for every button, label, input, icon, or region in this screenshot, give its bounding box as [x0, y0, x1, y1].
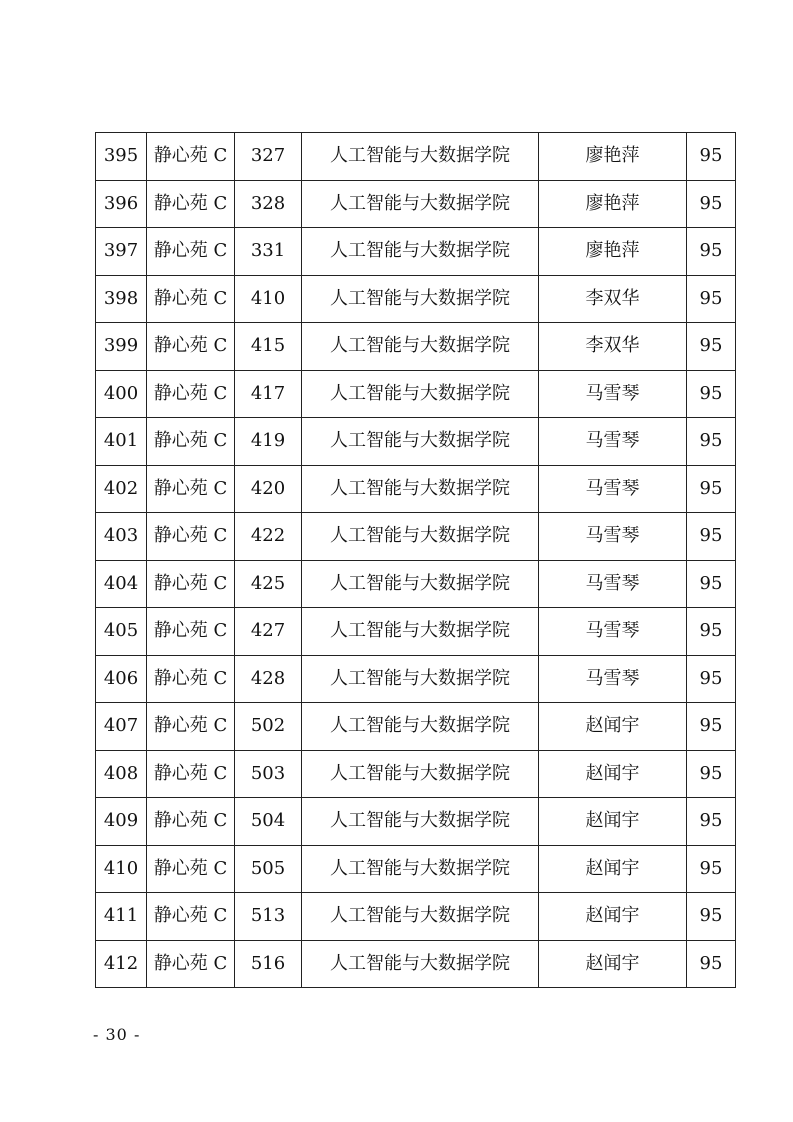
row-number-cell: 403	[96, 513, 147, 561]
score-cell: 95	[687, 323, 736, 371]
score-cell: 95	[687, 608, 736, 656]
score-cell: 95	[687, 750, 736, 798]
dormitory-score-table	[95, 132, 736, 988]
room-number-cell: 417	[235, 370, 302, 418]
row-number-cell: 398	[96, 275, 147, 323]
table-row	[96, 465, 736, 513]
room-number-cell: 425	[235, 560, 302, 608]
row-number-cell: 409	[96, 798, 147, 846]
person-name-cell: 赵闻宇	[539, 798, 687, 846]
person-name-cell: 李双华	[539, 323, 687, 371]
person-name-cell: 赵闻宇	[539, 845, 687, 893]
room-number-cell: 331	[235, 228, 302, 276]
score-cell: 95	[687, 275, 736, 323]
college-cell: 人工智能与大数据学院	[302, 893, 539, 941]
table-row	[96, 275, 736, 323]
room-number-cell: 504	[235, 798, 302, 846]
person-name-cell: 马雪琴	[539, 560, 687, 608]
table-row	[96, 228, 736, 276]
score-cell: 95	[687, 703, 736, 751]
building-cell: 静心苑 C	[147, 845, 235, 893]
score-cell: 95	[687, 370, 736, 418]
building-cell: 静心苑 C	[147, 465, 235, 513]
row-number-cell: 407	[96, 703, 147, 751]
row-number-cell: 397	[96, 228, 147, 276]
row-number-cell: 410	[96, 845, 147, 893]
table-row	[96, 608, 736, 656]
score-cell: 95	[687, 228, 736, 276]
row-number-cell: 406	[96, 655, 147, 703]
person-name-cell: 马雪琴	[539, 370, 687, 418]
room-number-cell: 420	[235, 465, 302, 513]
person-name-cell: 廖艳萍	[539, 228, 687, 276]
college-cell: 人工智能与大数据学院	[302, 940, 539, 988]
college-cell: 人工智能与大数据学院	[302, 560, 539, 608]
row-number-cell: 399	[96, 323, 147, 371]
room-number-cell: 410	[235, 275, 302, 323]
college-cell: 人工智能与大数据学院	[302, 798, 539, 846]
room-number-cell: 513	[235, 893, 302, 941]
room-number-cell: 503	[235, 750, 302, 798]
college-cell: 人工智能与大数据学院	[302, 133, 539, 181]
college-cell: 人工智能与大数据学院	[302, 703, 539, 751]
table-row	[96, 798, 736, 846]
person-name-cell: 马雪琴	[539, 513, 687, 561]
building-cell: 静心苑 C	[147, 798, 235, 846]
building-cell: 静心苑 C	[147, 703, 235, 751]
person-name-cell: 赵闻宇	[539, 703, 687, 751]
college-cell: 人工智能与大数据学院	[302, 275, 539, 323]
table-row	[96, 180, 736, 228]
college-cell: 人工智能与大数据学院	[302, 513, 539, 561]
table-row	[96, 750, 736, 798]
row-number-cell: 400	[96, 370, 147, 418]
row-number-cell: 401	[96, 418, 147, 466]
room-number-cell: 327	[235, 133, 302, 181]
person-name-cell: 马雪琴	[539, 608, 687, 656]
row-number-cell: 411	[96, 893, 147, 941]
table-row	[96, 655, 736, 703]
building-cell: 静心苑 C	[147, 323, 235, 371]
building-cell: 静心苑 C	[147, 893, 235, 941]
score-cell: 95	[687, 180, 736, 228]
person-name-cell: 廖艳萍	[539, 180, 687, 228]
room-number-cell: 328	[235, 180, 302, 228]
row-number-cell: 408	[96, 750, 147, 798]
table-row	[96, 418, 736, 466]
building-cell: 静心苑 C	[147, 275, 235, 323]
person-name-cell: 马雪琴	[539, 465, 687, 513]
row-number-cell: 402	[96, 465, 147, 513]
college-cell: 人工智能与大数据学院	[302, 655, 539, 703]
building-cell: 静心苑 C	[147, 513, 235, 561]
person-name-cell: 赵闻宇	[539, 893, 687, 941]
college-cell: 人工智能与大数据学院	[302, 418, 539, 466]
score-cell: 95	[687, 893, 736, 941]
building-cell: 静心苑 C	[147, 133, 235, 181]
score-cell: 95	[687, 940, 736, 988]
row-number-cell: 396	[96, 180, 147, 228]
table-row	[96, 323, 736, 371]
score-cell: 95	[687, 798, 736, 846]
score-cell: 95	[687, 655, 736, 703]
page-number: - 30 -	[93, 1025, 141, 1044]
person-name-cell: 马雪琴	[539, 655, 687, 703]
room-number-cell: 422	[235, 513, 302, 561]
college-cell: 人工智能与大数据学院	[302, 323, 539, 371]
college-cell: 人工智能与大数据学院	[302, 465, 539, 513]
college-cell: 人工智能与大数据学院	[302, 228, 539, 276]
person-name-cell: 廖艳萍	[539, 133, 687, 181]
row-number-cell: 395	[96, 133, 147, 181]
college-cell: 人工智能与大数据学院	[302, 750, 539, 798]
building-cell: 静心苑 C	[147, 370, 235, 418]
building-cell: 静心苑 C	[147, 418, 235, 466]
building-cell: 静心苑 C	[147, 655, 235, 703]
table-row	[96, 703, 736, 751]
room-number-cell: 415	[235, 323, 302, 371]
building-cell: 静心苑 C	[147, 228, 235, 276]
score-cell: 95	[687, 560, 736, 608]
score-cell: 95	[687, 418, 736, 466]
score-cell: 95	[687, 133, 736, 181]
person-name-cell: 李双华	[539, 275, 687, 323]
row-number-cell: 412	[96, 940, 147, 988]
score-cell: 95	[687, 465, 736, 513]
college-cell: 人工智能与大数据学院	[302, 180, 539, 228]
table-row	[96, 845, 736, 893]
table-row	[96, 940, 736, 988]
person-name-cell: 赵闻宇	[539, 940, 687, 988]
building-cell: 静心苑 C	[147, 750, 235, 798]
person-name-cell: 马雪琴	[539, 418, 687, 466]
college-cell: 人工智能与大数据学院	[302, 845, 539, 893]
building-cell: 静心苑 C	[147, 608, 235, 656]
table-row	[96, 370, 736, 418]
row-number-cell: 405	[96, 608, 147, 656]
building-cell: 静心苑 C	[147, 180, 235, 228]
table-row	[96, 893, 736, 941]
score-cell: 95	[687, 513, 736, 561]
building-cell: 静心苑 C	[147, 940, 235, 988]
room-number-cell: 427	[235, 608, 302, 656]
college-cell: 人工智能与大数据学院	[302, 370, 539, 418]
college-cell: 人工智能与大数据学院	[302, 608, 539, 656]
score-cell: 95	[687, 845, 736, 893]
room-number-cell: 419	[235, 418, 302, 466]
table-row	[96, 560, 736, 608]
row-number-cell: 404	[96, 560, 147, 608]
table-row	[96, 133, 736, 181]
building-cell: 静心苑 C	[147, 560, 235, 608]
table-row	[96, 513, 736, 561]
table-body	[96, 133, 736, 988]
room-number-cell: 516	[235, 940, 302, 988]
room-number-cell: 428	[235, 655, 302, 703]
room-number-cell: 502	[235, 703, 302, 751]
room-number-cell: 505	[235, 845, 302, 893]
person-name-cell: 赵闻宇	[539, 750, 687, 798]
